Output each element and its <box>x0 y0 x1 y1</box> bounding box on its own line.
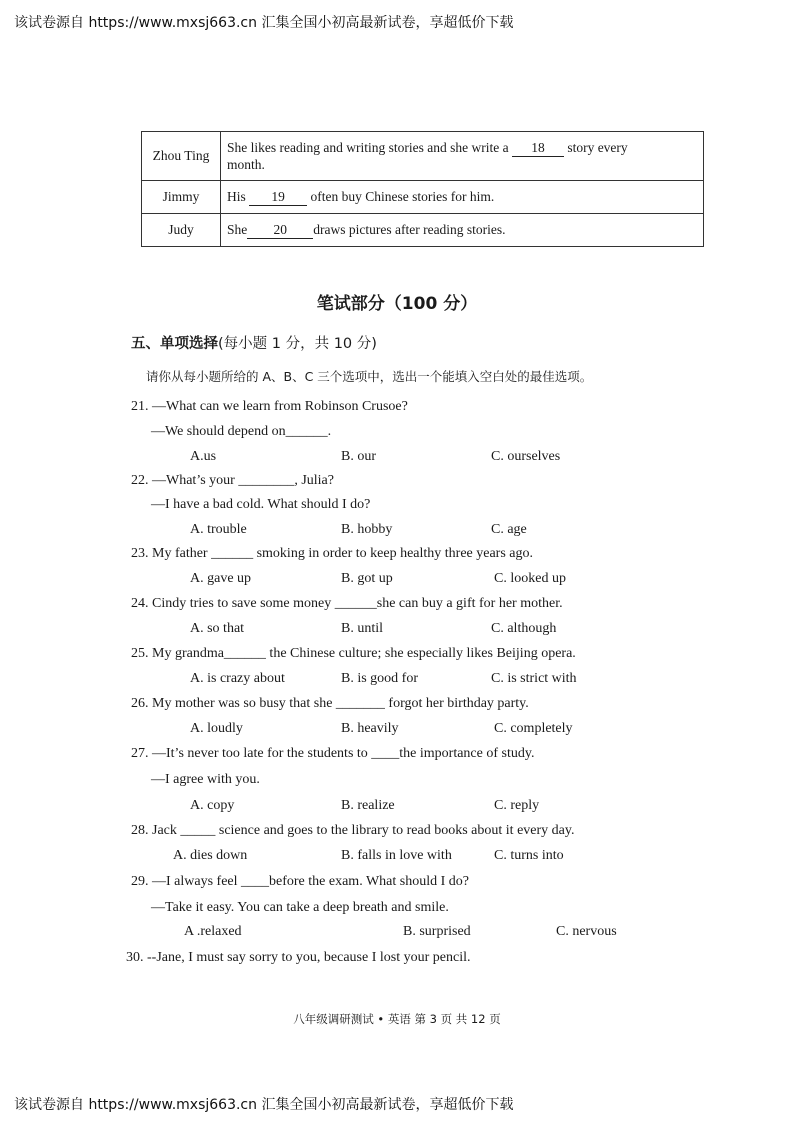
table-row <box>142 181 704 214</box>
option-a: A. is crazy about <box>190 671 285 686</box>
option-a: A.us <box>190 449 217 464</box>
option-c: C. looked up <box>494 571 566 586</box>
question-stem: 21. —What can we learn from Robinson Crusoe? <box>131 399 408 414</box>
answer-blank-19: 19 <box>249 189 307 206</box>
option-a: A. loudly <box>190 721 243 736</box>
table-text-pre: She likes reading and writing stories and she write a <box>227 139 509 155</box>
option-b: B. surprised <box>403 924 471 939</box>
option-c: C. turns into <box>494 848 564 863</box>
option-c: C. nervous <box>556 924 617 939</box>
option-a: A. dies down <box>173 848 248 863</box>
source-banner-top: 该试卷源自 https://www.mxsj663.cn 汇集全国小初高最新试卷，享超低价下载 <box>14 15 514 31</box>
option-a: A. gave up <box>190 571 252 586</box>
option-b: B. falls in love with <box>341 848 452 863</box>
table-name-cell: Zhou Ting <box>142 132 221 181</box>
section-heading <box>131 332 377 353</box>
question-line2: —We should depend on______. <box>151 424 332 439</box>
table-text-post: draws pictures after reading stories. <box>313 221 506 237</box>
option-c: C. ourselves <box>491 449 561 464</box>
table-text-pre: She <box>227 221 248 237</box>
option-b: B. until <box>341 621 384 636</box>
table-text-cell <box>221 214 704 247</box>
table-text-line2: month. <box>227 156 265 172</box>
source-banner-bottom: 该试卷源自 https://www.mxsj663.cn 汇集全国小初高最新试卷，享超低价下载 <box>14 1097 514 1113</box>
table-row <box>142 214 704 247</box>
written-part-title: 笔试部分（100 分） <box>316 294 478 314</box>
section-points: (每小题 1 分，共 10 分) <box>218 336 377 352</box>
section-heading-label: 五、单项选择 <box>131 336 218 352</box>
option-b: B. our <box>341 449 376 464</box>
table-text-post: story every <box>567 139 628 155</box>
answer-blank-18: 18 <box>512 140 564 157</box>
question-stem: 24. Cindy tries to save some money ______she can buy a gift for her mother. <box>131 596 563 611</box>
option-b: B. got up <box>341 571 393 586</box>
question-stem: 29. —I always feel ____before the exam. What should I do? <box>131 874 469 889</box>
question-stem: 28. Jack _____ science and goes to the library to read books about it every day. <box>131 823 575 838</box>
question-stem: 23. My father ______ smoking in order to keep healthy three years ago. <box>131 546 534 561</box>
option-a: A. copy <box>190 798 235 813</box>
question-stem: 27. —It’s never too late for the students to ____the importance of study. <box>131 746 535 761</box>
page-footer: 八年级调研测试 • 英语 第 3 页 共 12 页 <box>293 1012 501 1026</box>
option-a: A. trouble <box>190 522 247 537</box>
option-a: A .relaxed <box>184 924 242 939</box>
question-stem: 25. My grandma______ the Chinese culture; she especially likes Beijing opera. <box>131 646 576 661</box>
table-text-cell <box>221 181 704 214</box>
table-text-cell <box>221 132 704 181</box>
table-name-cell: Judy <box>142 214 221 247</box>
option-b: B. heavily <box>341 721 399 736</box>
option-c: C. reply <box>494 798 540 813</box>
option-c: C. completely <box>494 721 573 736</box>
table-row <box>142 132 704 181</box>
question-stem: 30. --Jane, I must say sorry to you, because I lost your pencil. <box>126 950 471 965</box>
option-b: B. is good for <box>341 671 418 686</box>
option-b: B. hobby <box>341 522 393 537</box>
question-line2: —I have a bad cold. What should I do? <box>151 497 371 512</box>
option-c: C. age <box>491 522 527 537</box>
table-text-pre: His <box>227 188 246 204</box>
section-instruction: 请你从每小题所给的 A、B、C 三个选项中，选出一个能填入空白处的最佳选项。 <box>146 369 593 384</box>
option-a: A. so that <box>190 621 245 636</box>
table-text-post: often buy Chinese stories for him. <box>310 188 495 204</box>
question-line2: —I agree with you. <box>151 772 260 787</box>
option-c: C. is strict with <box>491 671 577 686</box>
answer-blank-20: 20 <box>247 222 313 239</box>
option-c: C. although <box>491 621 557 636</box>
option-b: B. realize <box>341 798 395 813</box>
question-stem: 22. —What’s your ________, Julia? <box>131 473 334 488</box>
question-line2: —Take it easy. You can take a deep breath and smile. <box>151 900 449 915</box>
reading-table <box>141 131 704 247</box>
question-stem: 26. My mother was so busy that she _______ forgot her birthday party. <box>131 696 529 711</box>
table-name-cell: Jimmy <box>142 181 221 214</box>
